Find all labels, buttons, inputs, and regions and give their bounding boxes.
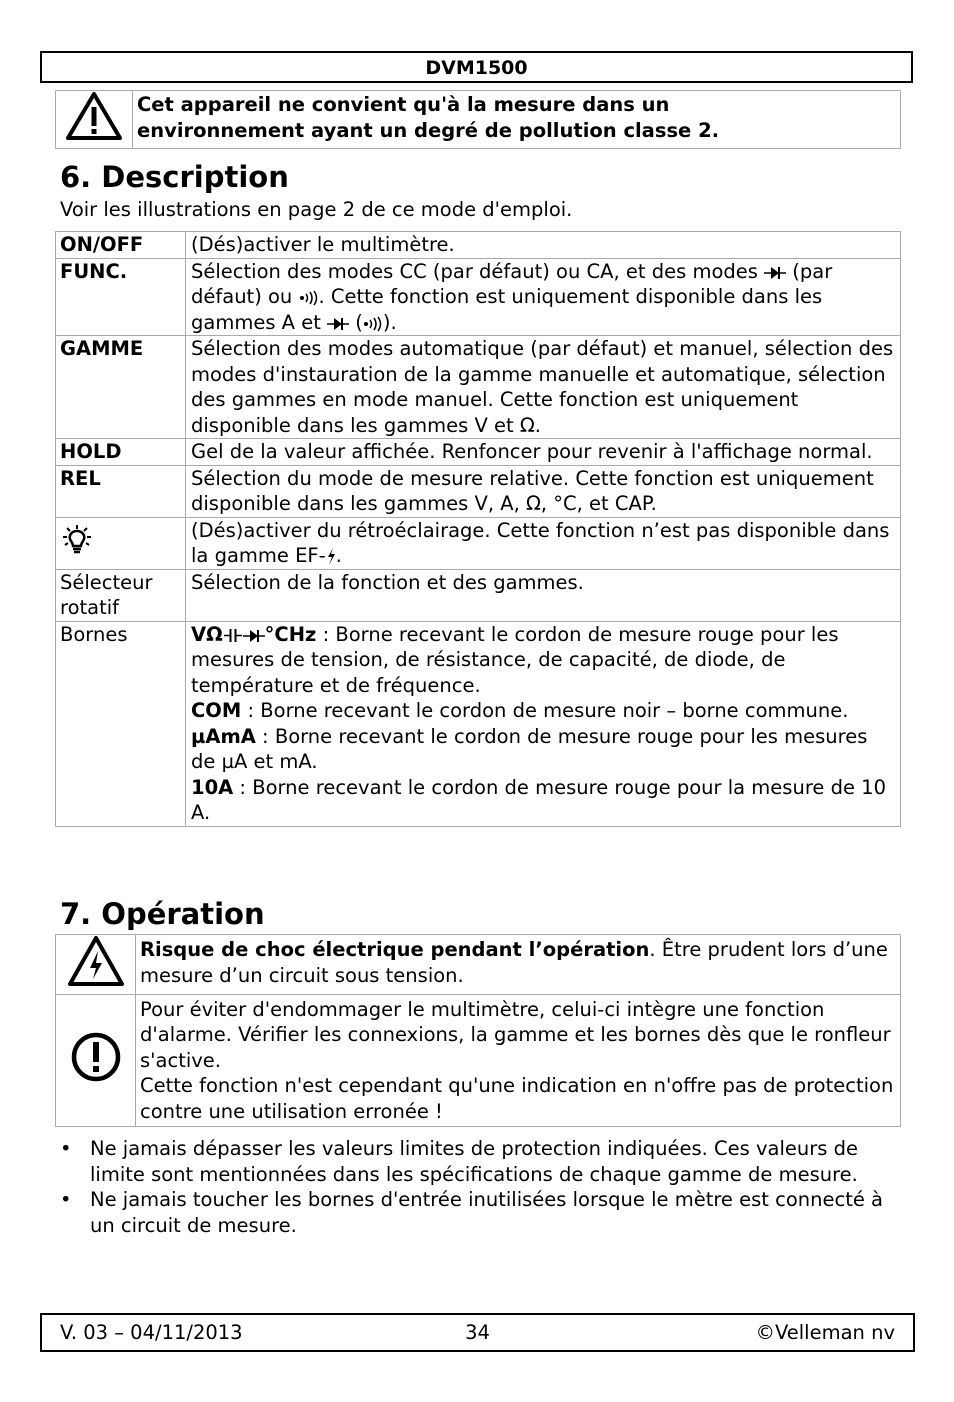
warning-triangle-icon xyxy=(65,91,123,141)
section-6-intro: Voir les illustrations en page 2 de ce mode d'emploi. xyxy=(60,198,573,221)
backlight-bulb-icon xyxy=(62,524,92,556)
section-6-heading: 6. Description xyxy=(60,160,289,194)
table-row xyxy=(56,935,901,995)
row-value: Sélection du mode de mesure relative. Cette fonction est uniquement disponible dans les gammes V, A, Ω, °C, et CAP. xyxy=(186,465,901,517)
diode-icon xyxy=(243,628,265,644)
table-row xyxy=(56,258,901,336)
bullet-icon: • xyxy=(60,1188,72,1211)
electric-shock-warning-icon xyxy=(67,935,125,987)
document-header xyxy=(40,51,913,83)
description-table xyxy=(55,231,901,827)
capacitor-icon xyxy=(223,627,243,644)
warning-cell xyxy=(56,91,133,149)
diode-icon xyxy=(764,265,786,281)
model-title: DVM1500 xyxy=(425,57,528,79)
continuity-buzzer-icon xyxy=(363,316,383,332)
table-row xyxy=(56,994,901,1127)
row-value: Gel de la valeur affichée. Renfoncer pour revenir à l'affichage normal. xyxy=(186,439,901,466)
table-row xyxy=(56,336,901,439)
table-row xyxy=(56,439,901,466)
row-key: ON/OFF xyxy=(56,232,186,259)
row-value: (Dés)activer le multimètre. xyxy=(186,232,901,259)
shock-icon-cell xyxy=(56,935,136,995)
row-value: Sélection des modes automatique (par défaut) et manuel, sélection des modes d'instauration de la gamme manuelle et automatique, sélection des gammes en mode manuel. Cette fonction est uniquement disponible dans les gammes V et Ω. xyxy=(186,336,901,439)
footer-version: V. 03 – 04/11/2013 xyxy=(60,1321,243,1344)
list-item: • Ne jamais toucher les bornes d'entrée inutilisées lorsque le mètre est connecté à un circuit de mesure. xyxy=(60,1188,884,1237)
row-value: Sélection de la fonction et des gammes. xyxy=(186,569,901,621)
lightning-icon xyxy=(326,548,336,565)
continuity-buzzer-icon xyxy=(299,290,319,306)
warning-line-2: environnement ayant un degré de pollution classe 2. xyxy=(137,119,720,142)
table-row xyxy=(56,517,901,569)
exclamation-circle-icon xyxy=(70,1031,122,1083)
bullet-icon: • xyxy=(60,1137,72,1160)
row-value: Sélection des modes CC (par défaut) ou CA, et des modes (par défaut) ou . Cette fonction est uniquement disponible dans les gammes A et ( ). xyxy=(186,258,901,336)
row-value: (Dés)activer du rétroéclairage. Cette fonction n’est pas disponible dans la gamme EF- . xyxy=(186,517,901,569)
table-row xyxy=(56,621,901,826)
row-key: HOLD xyxy=(56,439,186,466)
footer-copyright: ©Velleman nv xyxy=(755,1321,895,1344)
row-key: REL xyxy=(56,465,186,517)
row-value: VΩ °CHz : Borne recevant le cordon de mesure rouge pour les mesures de tension, de résistance, de capacité, de diode, de température et de fréquence. COM : Borne recevant le cordon de mesure noir – borne commune. µAmA : Borne recevant le cordon de mesure rouge pour les mesures de µA et mA. 10A : Borne recevant le cordon de mesure rouge pour la mesure de 10 A. xyxy=(186,621,901,826)
row-key: GAMME xyxy=(56,336,186,439)
table-row xyxy=(56,232,901,259)
table-row xyxy=(56,569,901,621)
table-row xyxy=(56,465,901,517)
section-7-heading: 7. Opération xyxy=(60,897,265,931)
row-key: Sélecteur rotatif xyxy=(56,569,186,621)
pollution-warning-text xyxy=(133,91,901,149)
warning-line-1: Cet appareil ne convient qu'à la mesure dans un xyxy=(137,93,670,116)
pollution-warning-box xyxy=(55,90,901,149)
alarm-icon-cell xyxy=(56,994,136,1127)
alarm-note-text: Pour éviter d'endommager le multimètre, celui-ci intègre une fonction d'alarme. Vérifier les connexions, la gamme et les bornes dès que le ronfleur s'active. Cette fonction n'est cependant qu'une indication en n'offre pas de protection contre une utilisation erronée ! xyxy=(136,994,901,1127)
row-key xyxy=(56,517,186,569)
row-key: FUNC. xyxy=(56,258,186,336)
safety-bullet-list xyxy=(60,1136,900,1238)
document-footer xyxy=(40,1313,915,1352)
diode-icon xyxy=(327,316,349,332)
shock-warning-text: Risque de choc électrique pendant l’opération. Être prudent lors d’une mesure d’un circuit sous tension. xyxy=(136,935,901,995)
operation-warnings-table xyxy=(55,934,901,1127)
footer-page-number: 34 xyxy=(465,1321,490,1344)
row-key: Bornes xyxy=(56,621,186,826)
list-item: • Ne jamais dépasser les valeurs limites de protection indiquées. Ces valeurs de limite sont mentionnées dans les spécifications de chaque gamme de mesure. xyxy=(60,1137,858,1186)
